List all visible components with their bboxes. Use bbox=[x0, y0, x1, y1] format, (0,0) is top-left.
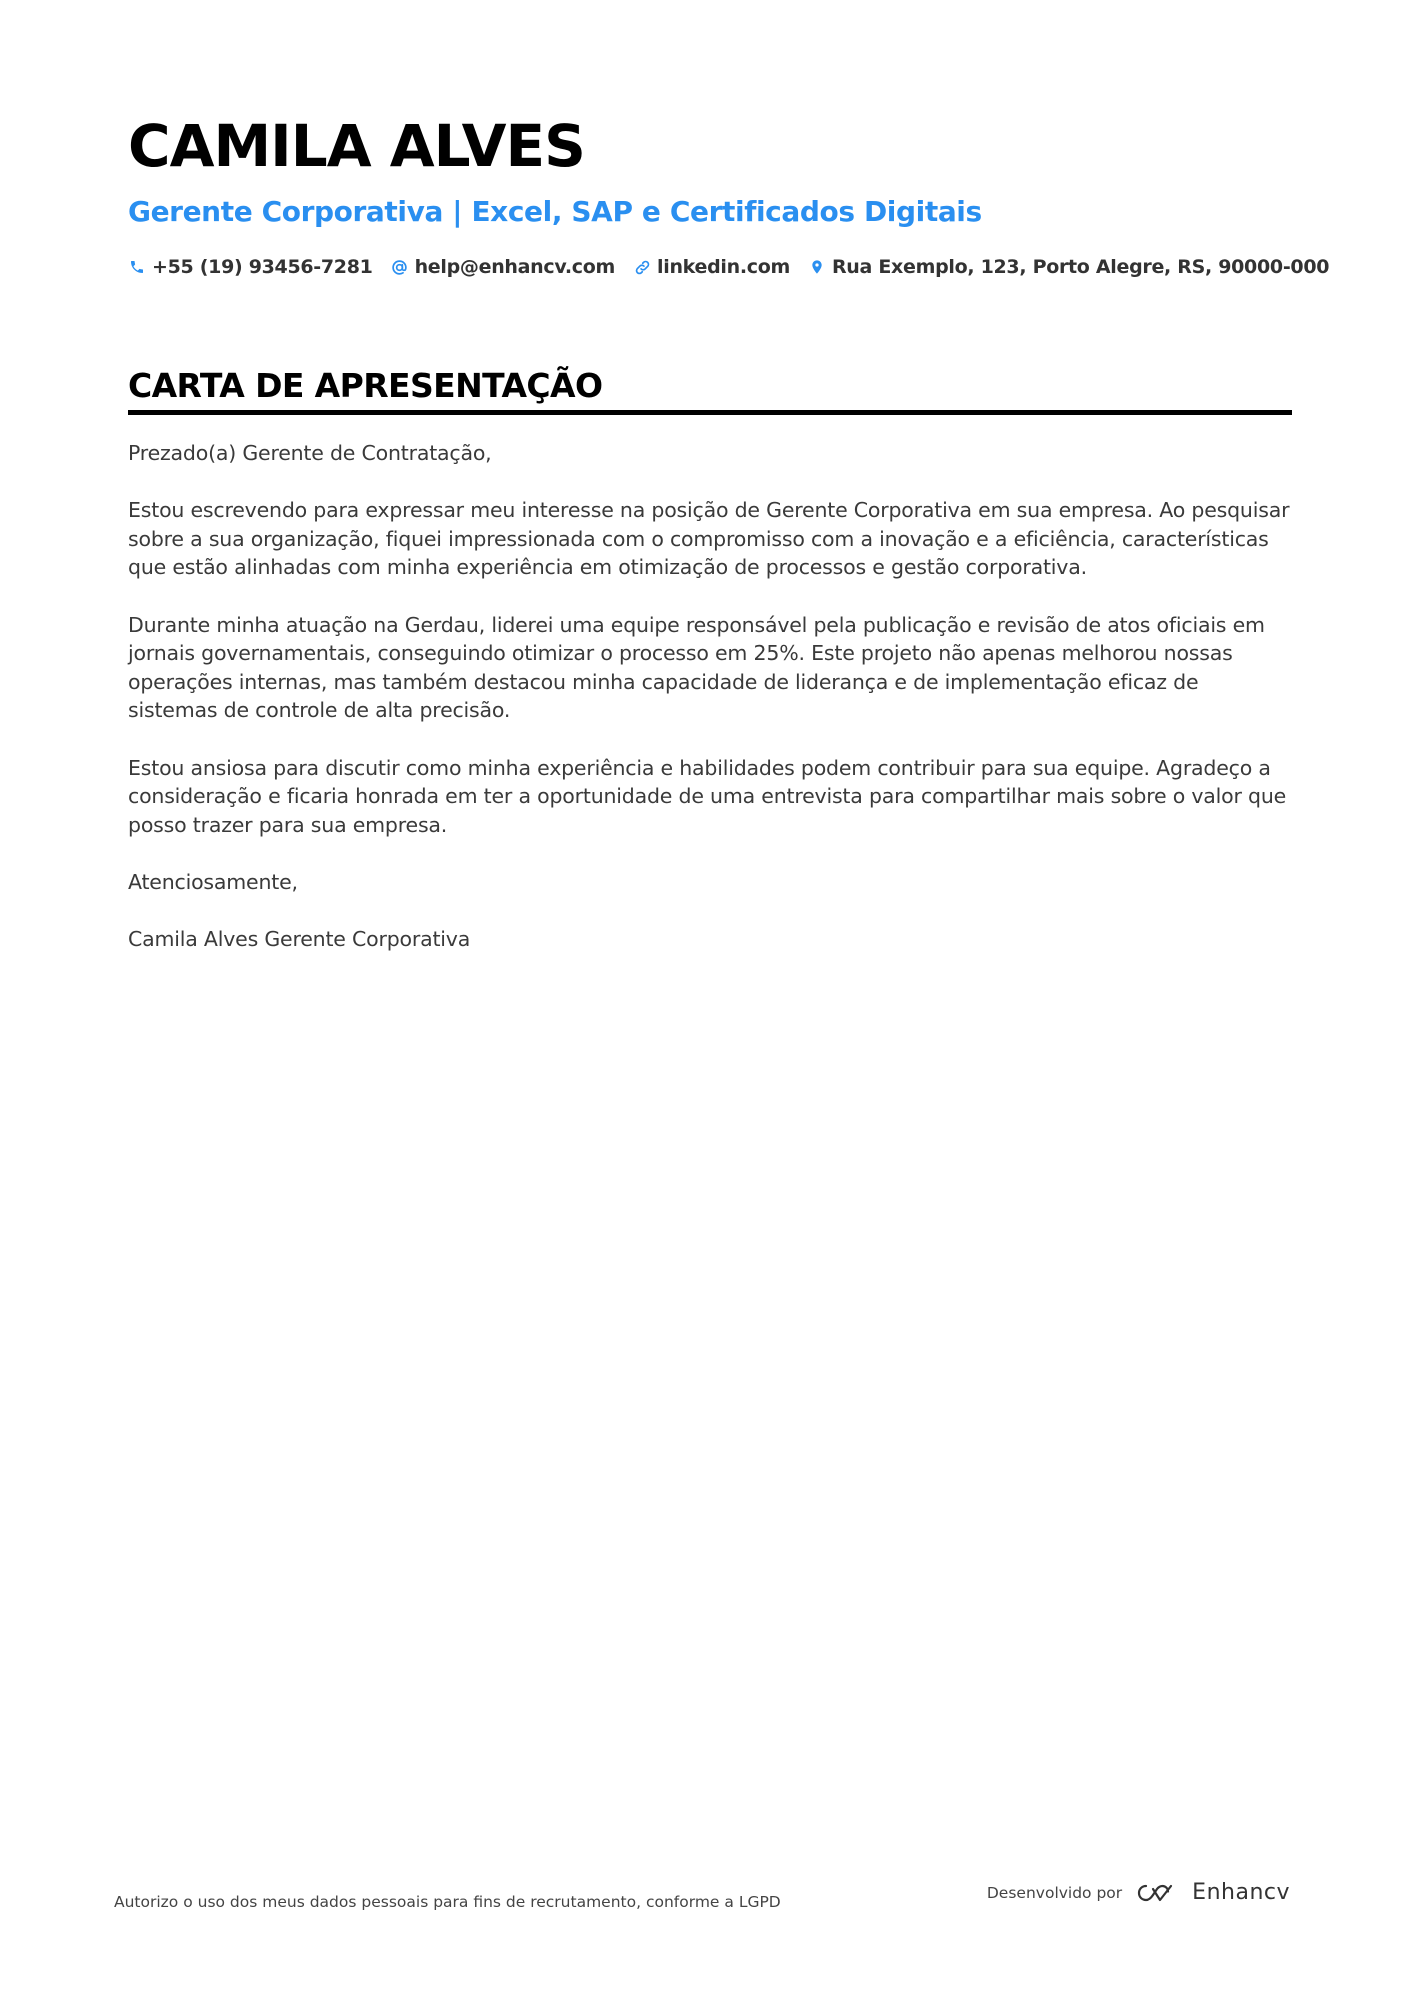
link-icon bbox=[633, 257, 651, 277]
address-text: Rua Exemplo, 123, Porto Alegre, RS, 90000-000 bbox=[831, 256, 1330, 278]
phone-icon bbox=[128, 257, 146, 277]
at-sign-icon bbox=[391, 257, 409, 277]
email-link[interactable]: help@enhancv.com bbox=[414, 256, 616, 278]
enhancv-brand[interactable]: Enhancv bbox=[1192, 1880, 1290, 1905]
letter-greeting: Prezado(a) Gerente de Contratação, bbox=[128, 441, 492, 465]
candidate-headline: Gerente Corporativa | Excel, SAP e Certificados Digitais bbox=[128, 195, 982, 228]
letter-paragraph: Estou ansiosa para discutir como minha experiência e habilidades podem contribuir para sua equipe. Agradeço a consideração e ficaria honrada em ter a oportunidade de uma entrevista para compartilhar mais sobre o valor que posso trazer para sua empresa. bbox=[128, 755, 1287, 837]
powered-by[interactable] bbox=[987, 1880, 1290, 1905]
cover-letter-section bbox=[128, 362, 1292, 982]
contact-phone bbox=[128, 256, 373, 278]
letter-paragraph: Durante minha atuação na Gerdau, liderei uma equipe responsável pela publicação e revisão de atos oficiais em jornais governamentais, conseguindo otimizar o processo em 25%. Este projeto não apenas melhorou nossas operações internas, mas também destacou minha capacidade de liderança e de implementação eficaz de sistemas de controle de alta precisão. bbox=[128, 612, 1265, 723]
candidate-name: CAMILA ALVES bbox=[128, 112, 585, 180]
location-pin-icon bbox=[808, 257, 826, 277]
powered-by-label: Desenvolvido por bbox=[986, 1883, 1123, 1902]
section-title: CARTA DE APRESENTAÇÃO bbox=[128, 366, 603, 405]
section-divider bbox=[128, 410, 1292, 415]
contact-email[interactable] bbox=[391, 256, 615, 278]
contact-address bbox=[808, 256, 1329, 278]
letter-paragraph: Estou escrevendo para expressar meu interesse na posição de Gerente Corporativa em sua empresa. Ao pesquisar sobre a sua organização, fiquei impressionada com o compromisso com a inovação e a eficiência, características que estão alinhadas com minha experiência em otimização de processos e gestão corporativa. bbox=[128, 498, 1290, 580]
phone-text: +55 (19) 93456-7281 bbox=[152, 256, 373, 278]
enhancv-logo-icon bbox=[1134, 1881, 1180, 1905]
linkedin-link[interactable]: linkedin.com bbox=[657, 256, 790, 278]
contact-linkedin[interactable] bbox=[633, 256, 790, 278]
letter-closing: Atenciosamente, bbox=[128, 869, 298, 894]
letter-signature: Camila Alves Gerente Corporativa bbox=[128, 927, 471, 952]
consent-note: Autorizo o uso dos meus dados pessoais para fins de recrutamento, conforme a LGPD bbox=[114, 1893, 781, 1911]
letter-body bbox=[128, 439, 1292, 954]
contact-info bbox=[128, 252, 1330, 282]
header bbox=[128, 108, 1330, 282]
